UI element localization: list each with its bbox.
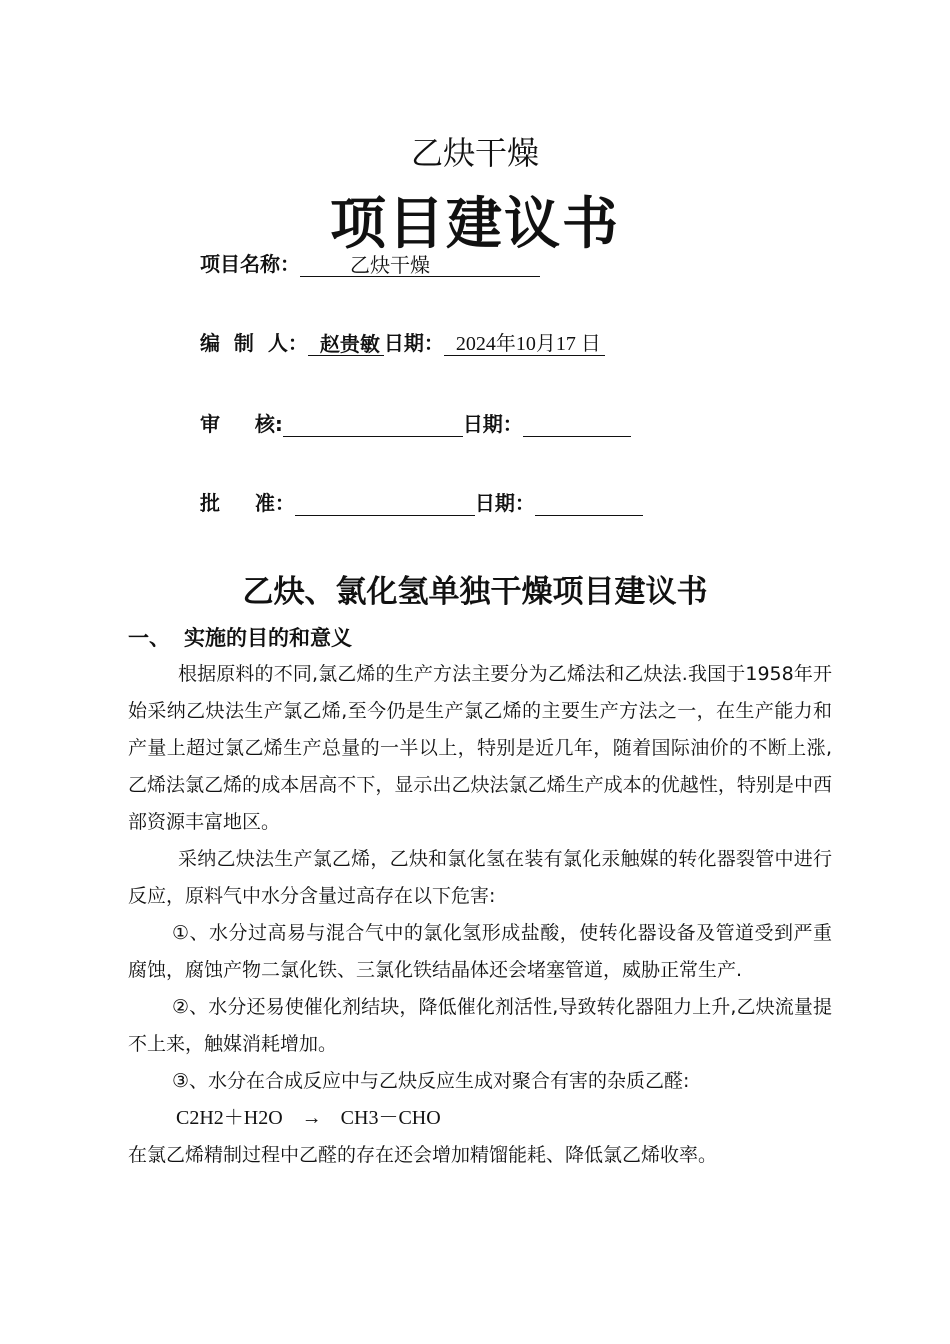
paragraph: ③、水分在合成反应中与乙炔反应生成对聚合有害的杂质乙醛: [172, 1070, 690, 1092]
author-row [200, 327, 605, 356]
project-name-label: 项目名称： [200, 252, 300, 276]
paragraph: 根据原料的不同,氯乙烯的生产方法主要分为乙烯法和乙炔法.我国于1958年开始采纳乙炔法生产氯乙烯,至今仍是生产氯乙烯的主要生产方法之一，在生产能力和产量上超过氯乙烯生产总量的一半以上，特别是近几年，随着国际油价的不断上涨,乙烯法氯乙烯的成本居高不下，显示出乙炔法氯乙烯生产成本的优越性，特别是中西部资源丰富地区。 [128, 663, 832, 833]
author-date-value: 2024年10月17 日 [444, 333, 605, 356]
section-title: 乙炔、氯化氢单独干燥项目建议书 [242, 574, 708, 610]
chemical-equation [128, 1100, 832, 1137]
paragraph: 在氯乙烯精制过程中乙醛的存在还会增加精馏能耗、降低氯乙烯收率。 [128, 1144, 718, 1166]
paragraph: ②、水分还易使催化剂结块，降低催化剂活性,导致转化器阻力上升,乙炔流量提不上来，触媒消耗增加。 [128, 996, 832, 1055]
equation-reactants: C2H2＋H2O [176, 1107, 283, 1129]
approve-label: 批 准： [200, 491, 295, 515]
cover-subtitle: 乙炔干燥 [410, 134, 539, 172]
equation-arrow: → [301, 1107, 322, 1129]
review-date-line [523, 414, 631, 437]
heading-1 [128, 622, 352, 652]
project-name-value: 乙炔干燥 [300, 254, 540, 277]
review-row [200, 408, 631, 437]
approve-date-label: 日期： [474, 491, 535, 515]
equation-products: CH3－CHO [340, 1107, 441, 1129]
heading-text: 实施的目的和意义 [184, 626, 352, 650]
review-date-label: 日期： [462, 412, 523, 436]
paragraph: ①、水分过高易与混合气中的氯化氢形成盐酸，使转化器设备及管道受到严重腐蚀，腐蚀产物二氯化铁、三氯化铁结晶体还会堵塞管道，威胁正常生产. [128, 922, 832, 981]
approve-signature-line [295, 493, 475, 516]
approve-row [200, 487, 643, 516]
project-name-row [200, 248, 540, 277]
review-label: 审 核: [200, 412, 283, 436]
author-date-label: 日期： [383, 331, 444, 355]
paragraph: 采纳乙炔法生产氯乙烯，乙炔和氯化氢在装有氯化汞触媒的转化器裂管中进行反应，原料气中水分含量过高存在以下危害: [128, 848, 832, 907]
heading-number: 一、 [128, 626, 170, 650]
cover-title: 项目建议书 [330, 192, 620, 257]
body-text [128, 656, 832, 1174]
approve-date-line [535, 493, 643, 516]
author-label: 编 制 人： [200, 331, 308, 355]
review-signature-line [283, 414, 463, 437]
author-value: 赵贵敏 [308, 333, 384, 356]
